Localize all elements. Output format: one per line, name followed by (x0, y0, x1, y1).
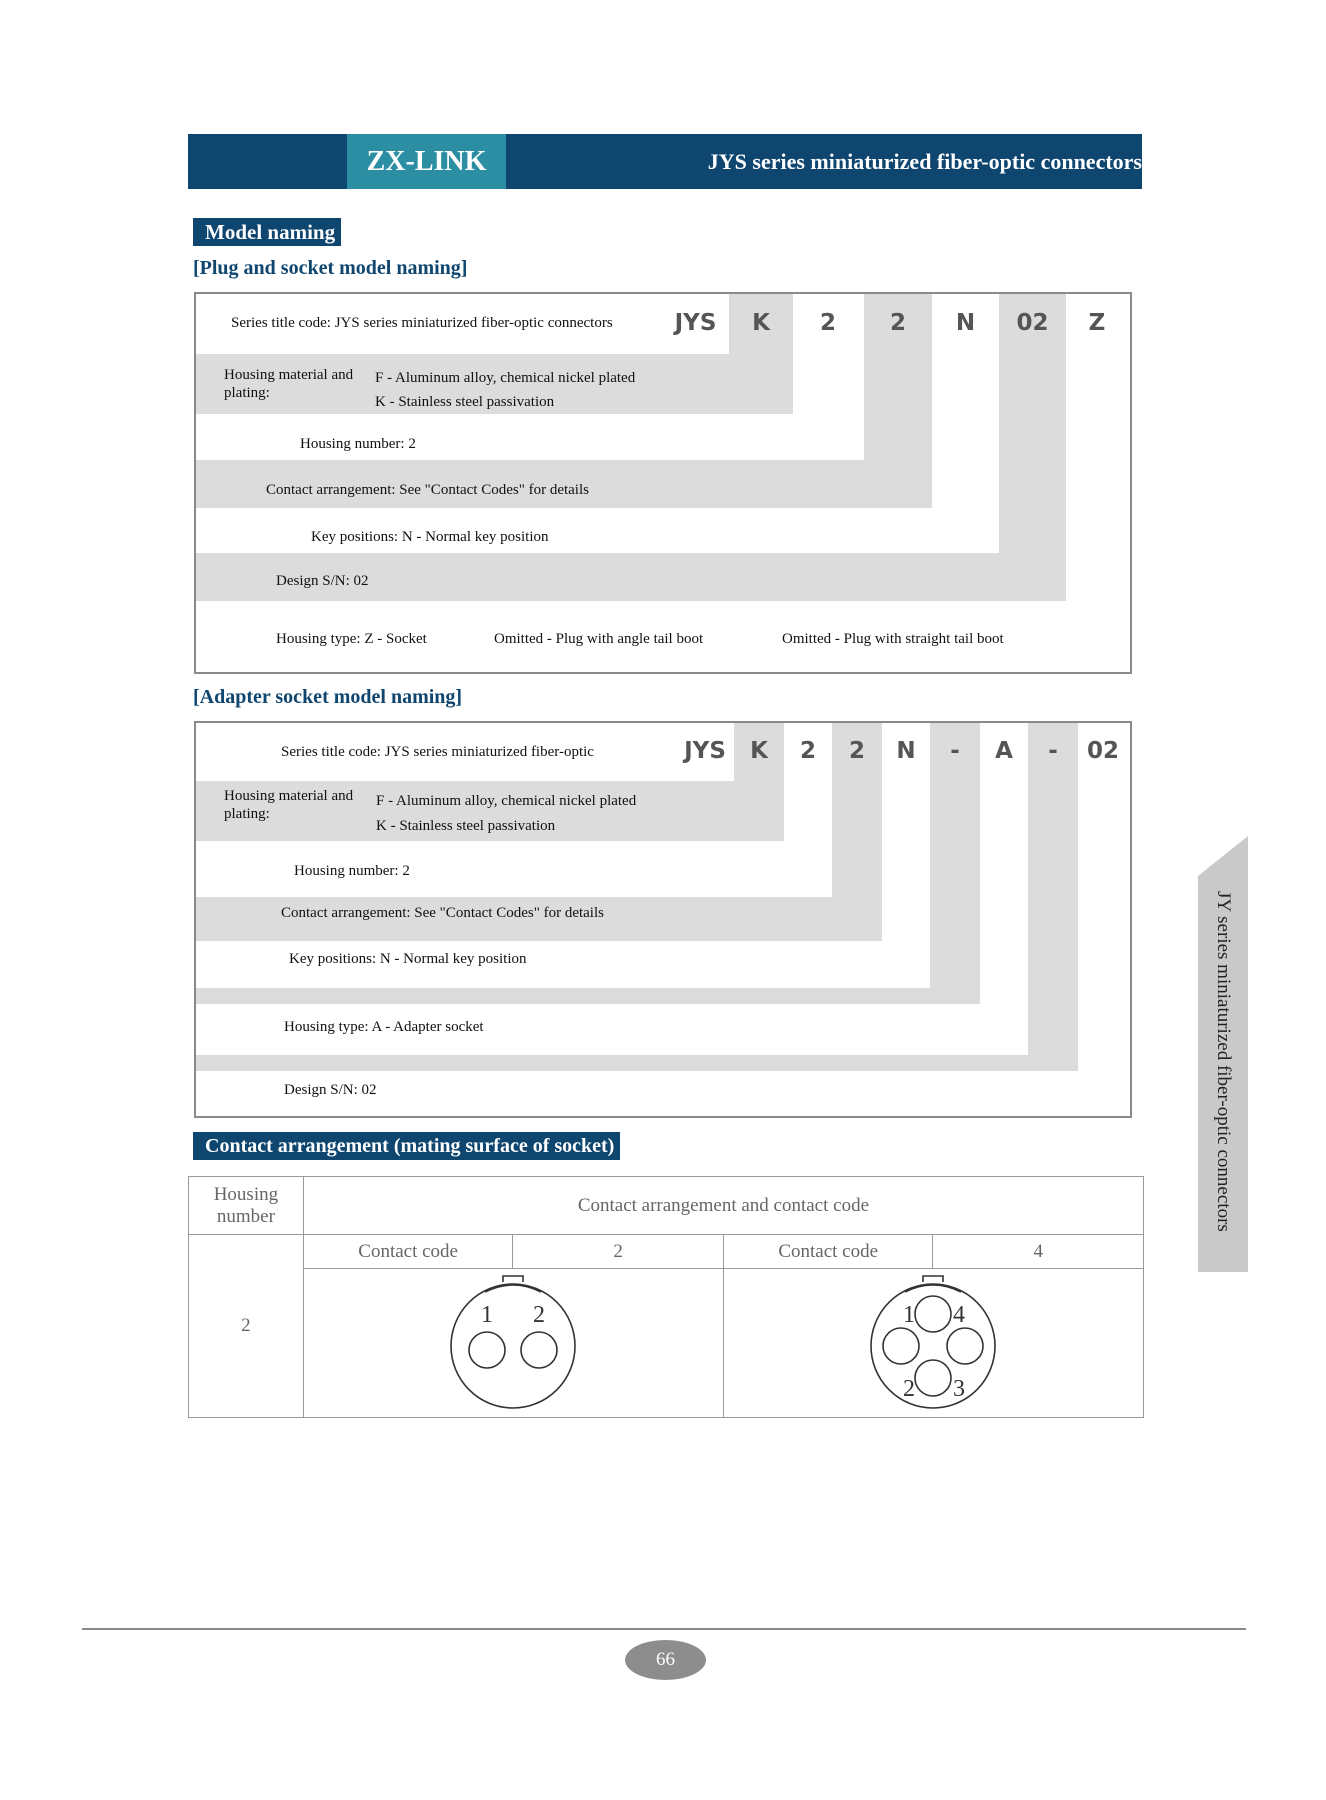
contact-diagram-2 (433, 1270, 593, 1410)
band-key (196, 988, 980, 1004)
contact-arrangement-table (188, 1176, 1144, 1418)
plug-socket-naming-box (194, 292, 1132, 674)
contact-label: 2 (533, 1302, 546, 1328)
contact-code-label-1: Contact code (303, 1235, 513, 1269)
contact-diagram-4 (853, 1270, 1013, 1410)
housing-type-desc: Housing type: Z - Socket (276, 631, 427, 647)
contact-label: 2 (903, 1376, 916, 1402)
contact-code-value-1: 2 (513, 1235, 723, 1269)
document-title: JYS series miniaturized fiber-optic connectors (707, 148, 1142, 174)
contact-label: 3 (953, 1376, 966, 1402)
code-design: 02 (1016, 310, 1049, 336)
code-separator-2: - (1048, 738, 1058, 764)
material-f: F - Aluminum alloy, chemical nickel plated (376, 793, 637, 809)
contact-label: 1 (903, 1302, 916, 1328)
contact-arrangement-desc: Contact arrangement: See "Contact Codes" for details (266, 482, 589, 498)
band-housing-type (196, 1055, 1078, 1071)
contact-arrangement-desc: Contact arrangement: See "Contact Codes" for details (281, 905, 604, 921)
code-series: JYS (684, 738, 726, 764)
housing-type-desc: Housing type: A - Adapter socket (284, 1019, 484, 1035)
col-arrangement-header: Contact arrangement and contact code (303, 1177, 1143, 1235)
housing-number-desc: Housing number: 2 (300, 436, 416, 452)
code-housing-type: Z (1088, 310, 1106, 336)
code-housing-number: 2 (819, 310, 836, 336)
code-contact: 2 (848, 738, 865, 764)
code-design: 02 (1086, 738, 1119, 764)
code-material: K (752, 310, 770, 336)
brand-logo: ZX-LINK (347, 134, 506, 189)
footer-divider (82, 1628, 1246, 1630)
contact-diagram-2-cell (303, 1269, 723, 1418)
material-label: Housing material and plating: (224, 788, 354, 822)
material-f: F - Aluminum alloy, chemical nickel plated (375, 370, 636, 386)
code-key: N (955, 310, 976, 336)
omitted-straight-desc: Omitted - Plug with straight tail boot (782, 631, 1004, 647)
contact-diagram-4-cell (723, 1269, 1143, 1418)
key-positions-desc: Key positions: N - Normal key position (311, 529, 549, 545)
design-sn-desc: Design S/N: 02 (284, 1082, 377, 1098)
code-key: N (896, 738, 916, 764)
code-housing-number: 2 (799, 738, 816, 764)
side-tab-label: JY series miniaturized fiber-optic connectors (1213, 890, 1234, 1232)
material-k: K - Stainless steel passivation (376, 818, 556, 834)
code-contact: 2 (889, 310, 906, 336)
housing-number-desc: Housing number: 2 (294, 863, 410, 879)
adapter-heading: [Adapter socket model naming] (193, 686, 463, 708)
omitted-angle-desc: Omitted - Plug with angle tail boot (494, 631, 704, 647)
contact-label: 4 (953, 1302, 966, 1328)
contact-code-label-2: Contact code (723, 1235, 933, 1269)
design-sn-desc: Design S/N: 02 (276, 573, 369, 589)
code-material: K (750, 738, 768, 764)
section-heading-contact-arrangement: Contact arrangement (mating surface of socket) (193, 1132, 620, 1160)
adapter-naming-box (194, 721, 1132, 1118)
material-label: Housing material and plating: (224, 367, 354, 401)
plug-socket-heading: [Plug and socket model naming] (193, 257, 468, 279)
col-housing-number-header: Housing number (189, 1177, 304, 1235)
section-heading-model-naming: Model naming (193, 218, 341, 246)
key-positions-desc: Key positions: N - Normal key position (289, 951, 527, 967)
contact-code-value-2: 4 (933, 1235, 1144, 1269)
code-series: JYS (674, 310, 717, 336)
code-separator-1: - (950, 738, 960, 764)
series-desc: Series title code: JYS series miniaturized fiber-optic (281, 744, 594, 760)
housing-number-cell: 2 (189, 1235, 304, 1418)
series-desc: Series title code: JYS series miniaturized fiber-optic connectors (231, 315, 613, 331)
material-k: K - Stainless steel passivation (375, 394, 555, 410)
page-number: 66 (625, 1640, 706, 1680)
code-housing-type: A (995, 738, 1013, 764)
contact-label: 1 (481, 1302, 494, 1328)
